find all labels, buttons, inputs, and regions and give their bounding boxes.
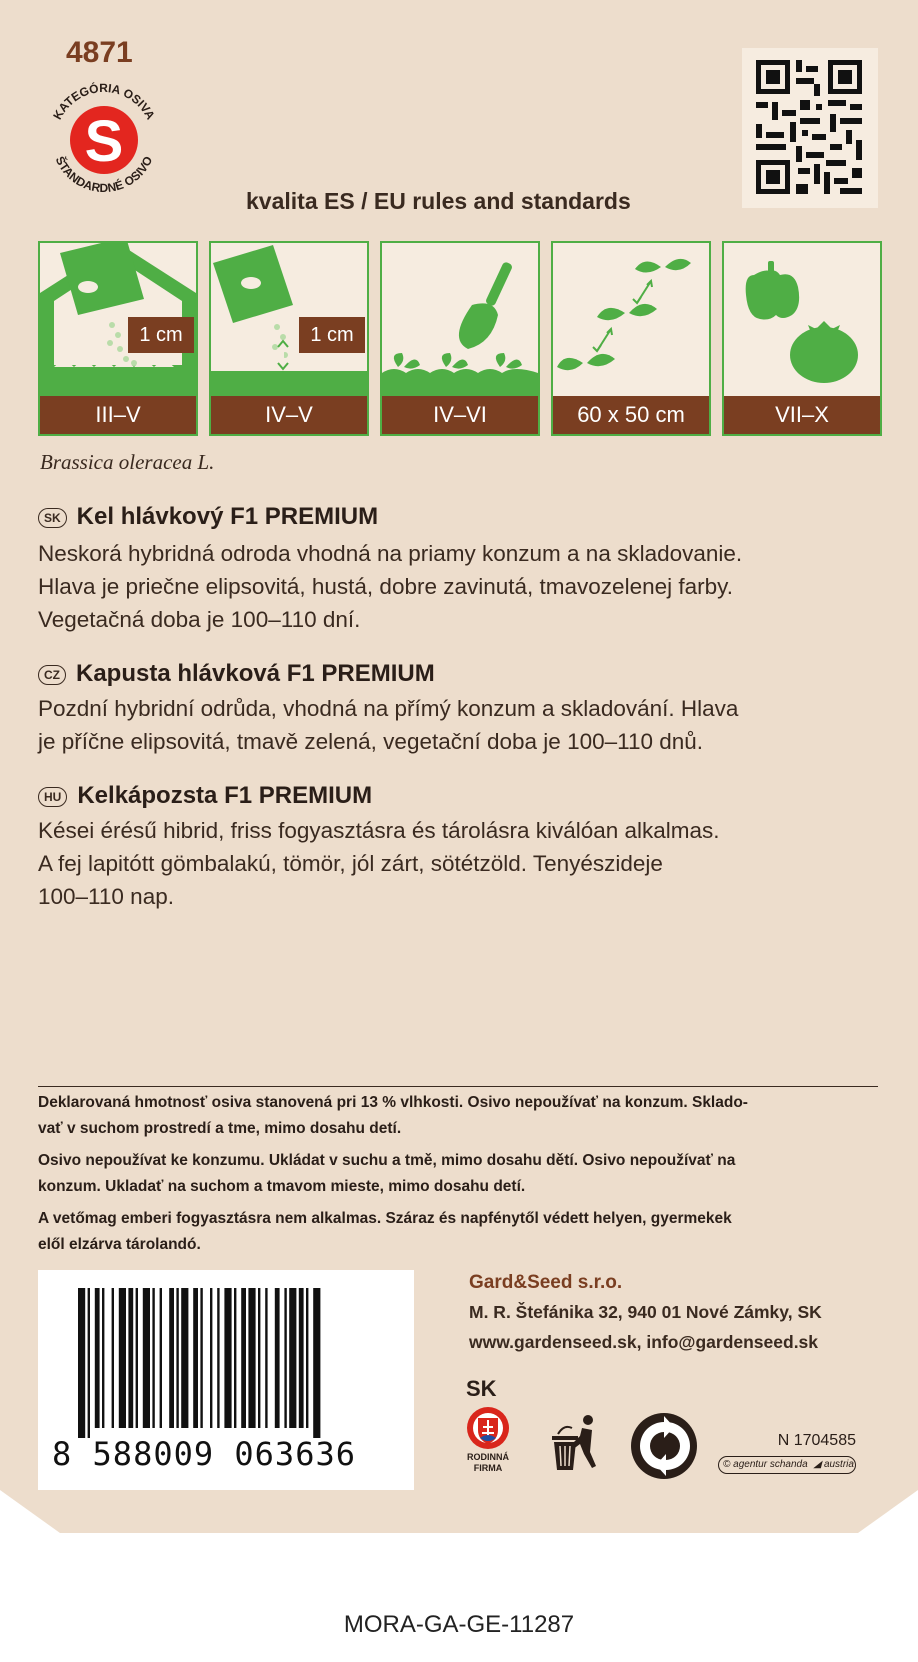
sowing-depth-label: 1 cm <box>299 317 365 353</box>
description-line: A fej lapitótt gömbalakú, tömör, jól zárt, sötétzöld. Tenyészideje <box>38 851 663 876</box>
company-address: M. R. Štefánika 32, 940 01 Nové Zámky, SK <box>469 1302 822 1322</box>
copyright-icon: © <box>723 1459 731 1470</box>
agency-name: agentur schanda <box>733 1459 808 1470</box>
icon-label-sowing-indoor: III–V <box>40 396 196 434</box>
sowing-depth-label: 1 cm <box>128 317 194 353</box>
company-name: Gard&Seed s.r.o. <box>469 1272 623 1293</box>
latin-name: Brassica oleracea L. <box>40 450 215 474</box>
category-ring-bottom: ŠTANDARDNÉ OSIVO <box>52 154 156 196</box>
title-hu: Kelkápozsta F1 PREMIUM <box>77 782 373 809</box>
description-line: Pozdní hybridní odrůda, vhodná na přímý konzum a skladování. Hlava <box>38 696 739 721</box>
footer-code: MORA-GA-GE-11287 <box>343 1611 575 1638</box>
notice-line: Deklarovaná hmotnosť osiva stanovená pri 13 % vlhkosti. Osivo nepoužívať na konzum. Sklado- <box>38 1094 748 1111</box>
lang-badge-cz: CZ <box>38 665 66 685</box>
description-line: Neskorá hybridná odroda vhodná na priamy konzum a na skladovanie. <box>38 541 743 566</box>
lang-badge-hu: HU <box>38 787 67 807</box>
description-line: Hlava je priečne elipsovitá, hustá, dobre zavinutá, tmavozelenej farby. <box>38 574 733 599</box>
description-line: 100–110 nap. <box>38 884 174 909</box>
icon-label-harvest: VII–X <box>724 396 880 434</box>
product-code: 4871 <box>66 36 133 69</box>
bottom-white-area <box>0 1533 918 1662</box>
icon-label-planting: IV–VI <box>382 396 538 434</box>
category-ring-top: KATEGÓRIA OSIVA <box>50 80 158 122</box>
description-line: je příčne elipsovitá, tmavě zelená, vegetační doba je 100–110 dnů. <box>38 729 704 754</box>
company-contact[interactable]: www.gardenseed.sk, info@gardenseed.sk <box>469 1332 819 1352</box>
icon-label-sowing-outdoor: IV–V <box>211 396 367 434</box>
lang-badge-sk: SK <box>38 508 67 528</box>
icon-label-spacing: 60 x 50 cm <box>553 396 709 434</box>
category-letter: S <box>84 109 124 174</box>
notice-line: vať v suchom prostredí a tme, mimo dosahu detí. <box>38 1120 402 1137</box>
notice-line: A vetőmag emberi fogyasztásra nem alkalmas. Száraz és napfénytől védett helyen, gyermekek <box>38 1210 732 1227</box>
country-code: SK <box>466 1376 497 1401</box>
notice-line: konzum. Ukladať na suchom a tmavom mieste, mimo dosahu detí. <box>38 1178 526 1195</box>
title-sk: Kel hlávkový F1 PREMIUM <box>76 503 379 530</box>
description-line: Kései érésű hibrid, friss fogyasztásra és tárolásra kiválóan alkalmas. <box>38 818 720 843</box>
barcode-number: 8 588009 063636 <box>52 1435 356 1473</box>
agency-logo-icon: ◢ <box>813 1459 822 1470</box>
description-line: Vegetačná doba je 100–110 dní. <box>38 607 361 632</box>
family-firm-label: RODINNÁ FIRMA <box>467 1452 509 1473</box>
quality-text: kvalita ES / EU rules and standards <box>246 188 631 214</box>
agency-country: austria <box>823 1459 854 1470</box>
notice-line: Osivo nepoužívat ke konzumu. Ukládat v suchu a tmě, mimo dosahu dětí. Osivo nepoužívať na <box>38 1152 736 1169</box>
notice-line: elől elzárva tárolandó. <box>38 1236 201 1253</box>
license-number: N 1704585 <box>777 1432 856 1449</box>
title-cz: Kapusta hlávková F1 PREMIUM <box>76 660 435 687</box>
